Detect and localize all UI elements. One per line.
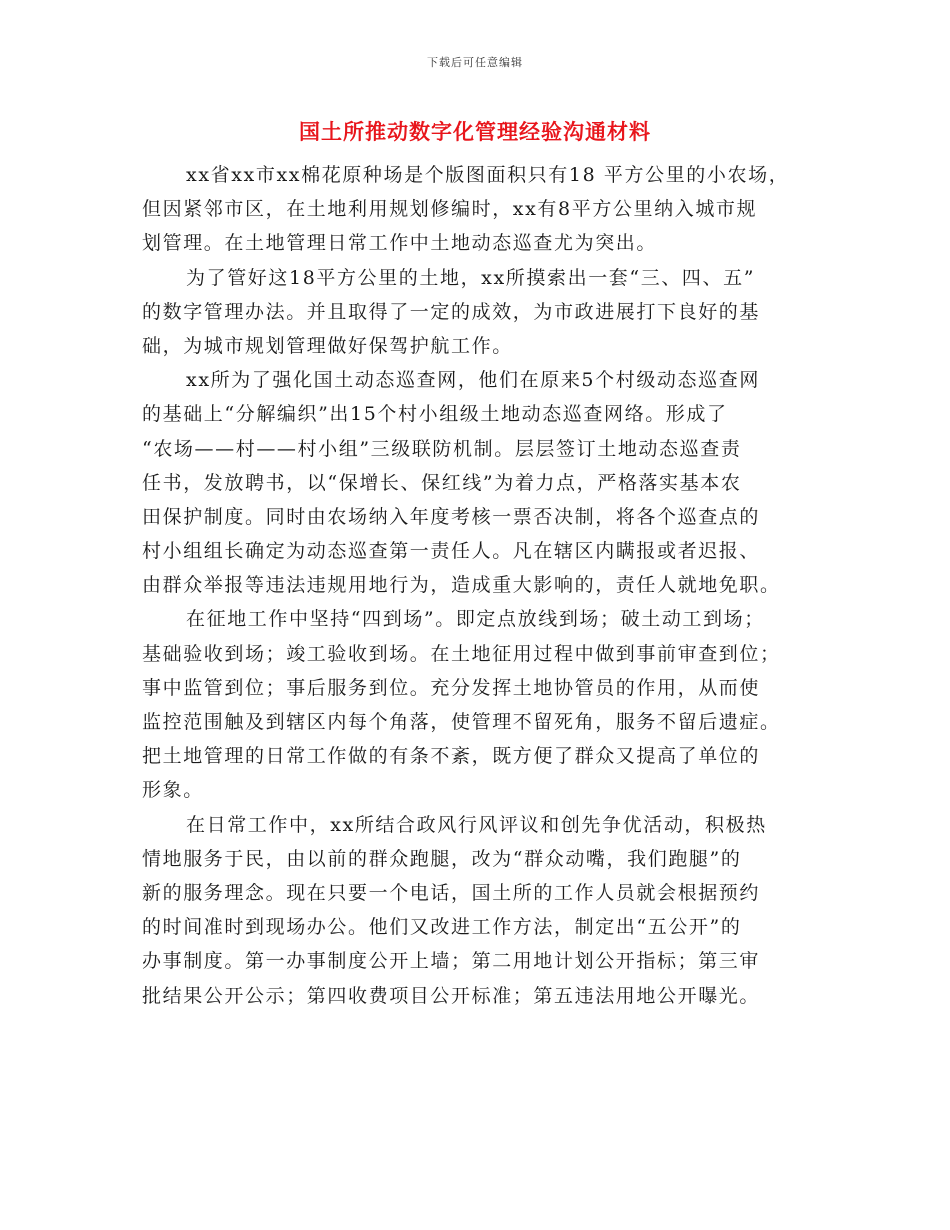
paragraph-line: 新的服务理念。现在只要一个电话，国土所的工作人员就会根据预约 xyxy=(142,881,761,904)
paragraph-4 xyxy=(142,602,842,807)
document-title: 国土所推动数字化管理经验沟通材料 xyxy=(299,120,651,144)
paragraph-line: 把土地管理的日常工作做的有条不紊，既方便了群众又提高了单位的 xyxy=(142,745,761,768)
paragraph-line: xx省xx市xx棉花原种场是个版图面积只有18 平方公里的小农场， xyxy=(186,164,790,186)
paragraph-5 xyxy=(142,808,842,1013)
paragraph-line: 基础验收到场；竣工验收到场。在土地征用过程中做到事前审查到位； xyxy=(142,642,781,665)
paragraph-line: 为了管好这18平方公里的土地，xx所摸索出一套“三、四、五” xyxy=(186,266,756,289)
paragraph-line: 批结果公开公示；第四收费项目公开标准；第五违法用地公开曝光。 xyxy=(142,984,761,1007)
paragraph-line: 的时间准时到现场办公。他们又改进工作方法，制定出“五公开”的 xyxy=(142,916,742,939)
paragraph-line: 在征地工作中坚持“四到场”。即定点放线到场；破土动工到场； xyxy=(186,608,765,631)
document-body xyxy=(142,158,842,1013)
paragraph-line: 形象。 xyxy=(142,779,204,802)
paragraph-line: 由群众举报等违法违规用地行为，造成重大影响的，责任人就地免职。 xyxy=(142,574,781,597)
paragraph-line: 的数字管理办法。并且取得了一定的成效，为市政进展打下良好的基 xyxy=(142,300,761,323)
paragraph-line: 础，为城市规划管理做好保驾护航工作。 xyxy=(142,334,513,357)
paragraph-line: 在日常工作中，xx所结合政风行风评议和创先争优活动，积极热 xyxy=(186,813,767,836)
paragraph-3 xyxy=(142,363,842,602)
paragraph-1 xyxy=(142,158,842,261)
paragraph-line: 的基础上“分解编织”出15个村小组级土地动态巡查网络。形成了 xyxy=(142,403,728,426)
header-note: 下载后可任意编辑 xyxy=(427,56,523,69)
paragraph-line: 监控范围触及到辖区内每个角落，使管理不留死角，服务不留后遗症。 xyxy=(142,711,781,733)
paragraph-line: 办事制度。第一办事制度公开上墙；第二用地计划公开指标；第三审 xyxy=(142,950,761,973)
paragraph-line: 任书，发放聘书，以“保增长、保红线”为着力点，严格落实基本农 xyxy=(142,471,742,494)
paragraph-line: 村小组组长确定为动态巡查第一责任人。凡在辖区内瞒报或者迟报、 xyxy=(142,540,761,563)
paragraph-line: 事中监管到位；事后服务到位。充分发挥土地协管员的作用，从而使 xyxy=(142,676,761,699)
paragraph-line: “农场——村——村小组”三级联防机制。层层签订土地动态巡查责 xyxy=(142,437,742,460)
paragraph-line: xx所为了强化国土动态巡查网，他们在原来5个村级动态巡查网 xyxy=(186,369,760,392)
paragraph-line: 情地服务于民，由以前的群众跑腿，改为“群众动嘴，我们跑腿”的 xyxy=(142,847,742,870)
paragraph-2 xyxy=(142,261,842,364)
paragraph-line: 但因紧邻市区，在土地利用规划修编时，xx有8平方公里纳入城市规 xyxy=(142,198,758,221)
paragraph-line: 田保护制度。同时由农场纳入年度考核一票否决制，将各个巡查点的 xyxy=(142,505,761,528)
paragraph-line: 划管理。在土地管理日常工作中土地动态巡查尤为突出。 xyxy=(142,232,658,255)
